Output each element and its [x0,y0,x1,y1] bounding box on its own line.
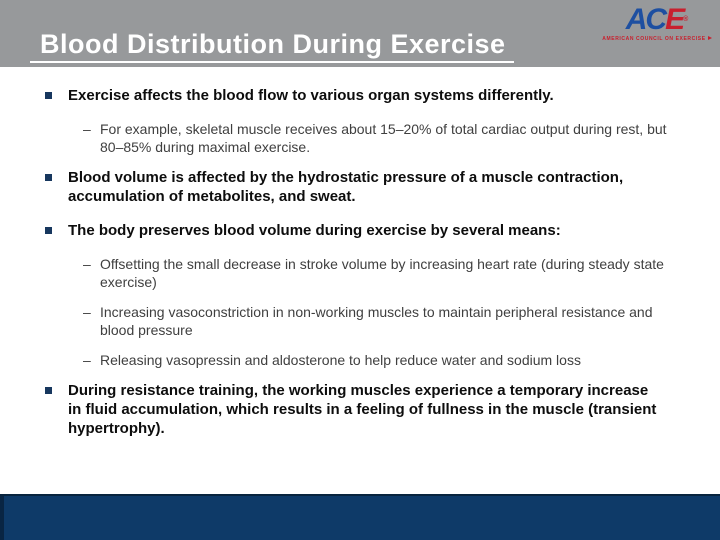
title-underline [30,30,514,63]
logo-text-blue: AC [625,3,666,36]
logo-tagline-text: AMERICAN COUNCIL ON EXERCISE [602,36,706,42]
dash-bullet-icon: – [83,352,91,368]
footer-bar [0,494,720,540]
bullet-item [45,168,695,206]
arrow-right-icon [708,36,712,40]
bullet-item [45,221,695,240]
bullet-text: The body preserves blood volume during exercise by several means: [68,222,561,239]
header-band [0,0,720,67]
sub-bullet-item [83,120,695,156]
square-bullet-icon [45,174,52,181]
bullet-text: During resistance training, the working muscles experience a temporary increase in fluid accumulation, which results in a feeling of fullness in the muscle (transient hypertrophy). [68,382,657,437]
bullet-text: Blood volume is affected by the hydrostatic pressure of a muscle contraction, accumulation of metabolites, and sweat. [68,169,624,205]
bullet-text: Exercise affects the blood flow to various organ systems differently. [68,87,554,104]
square-bullet-icon [45,92,52,99]
logo-text-red: E [665,3,684,36]
sub-bullet-text: Increasing vasoconstriction in non-working muscles to maintain peripheral resistance and blood pressure [100,304,653,338]
bullet-item [45,381,695,438]
sub-bullet-text: Releasing vasopressin and aldosterone to help reduce water and sodium loss [100,352,581,368]
slide-body [45,86,695,453]
square-bullet-icon [45,387,52,394]
page-title: Blood Distribution During Exercise [40,29,506,59]
sub-bullet-text: For example, skeletal muscle receives about 15–20% of total cardiac output during rest, but 80–85% during maximal exercise. [100,121,667,155]
sub-bullet-item [83,303,695,339]
sub-bullet-item [83,255,695,291]
registered-mark-icon: ® [683,16,689,23]
ace-logo-tagline [602,36,712,42]
dash-bullet-icon: – [83,304,91,320]
sub-bullet-text: Offsetting the small decrease in stroke volume by increasing heart rate (during steady state exercise) [100,256,664,290]
bullet-item [45,86,695,105]
ace-logo [602,5,712,42]
ace-logo-letters [602,5,712,35]
dash-bullet-icon: – [83,121,91,137]
square-bullet-icon [45,227,52,234]
dash-bullet-icon: – [83,256,91,272]
sub-bullet-item [83,351,695,369]
